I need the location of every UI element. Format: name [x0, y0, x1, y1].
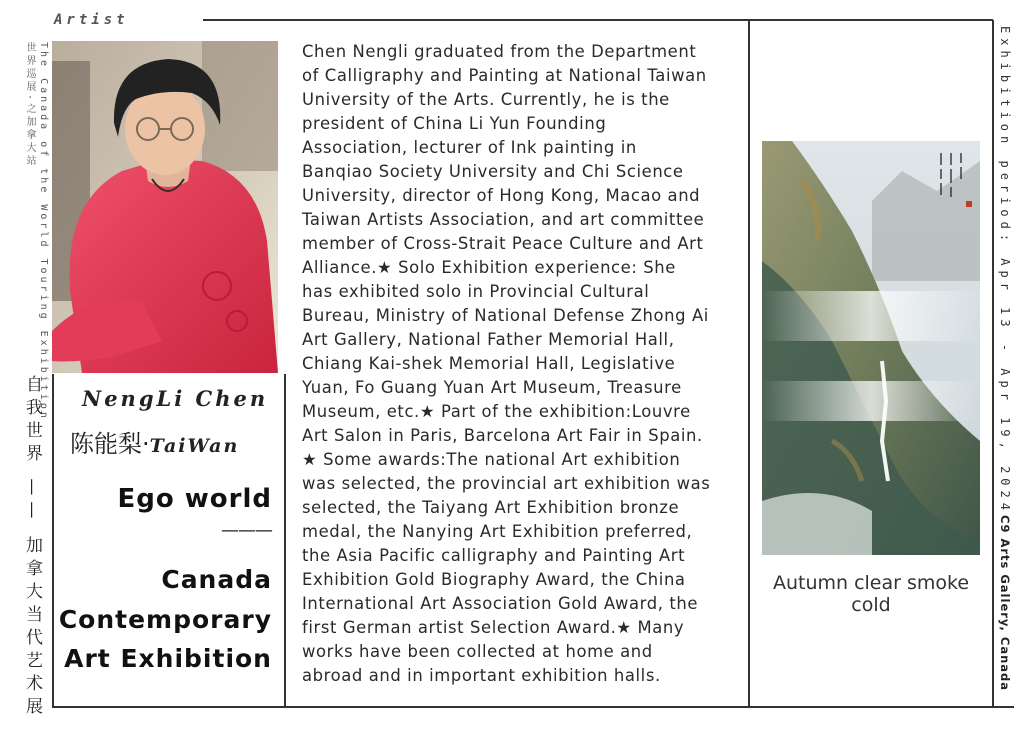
artwork-image — [762, 141, 980, 555]
top-rule — [203, 19, 993, 21]
left-column-rule — [52, 374, 54, 707]
bottom-rule — [52, 706, 1014, 708]
gallery-name: C9 Arts Gallery, Canada — [998, 515, 1012, 692]
exhibition-subtitle — [59, 560, 272, 679]
subtitle-line-3: Art Exhibition — [64, 644, 272, 673]
artist-name-cn-line — [70, 424, 239, 459]
touring-exhibition-en: The Canada of the World Touring Exhibition — [38, 42, 49, 421]
artist-portrait — [52, 41, 278, 373]
title-dash: ——— — [221, 520, 272, 541]
name-divider-rule — [284, 374, 286, 707]
artist-tag: Artist — [54, 12, 129, 28]
artist-region: TaiWan — [149, 435, 240, 457]
artwork-right-rule — [992, 20, 994, 707]
artist-name-en: NengLi Chen — [82, 386, 269, 411]
touring-exhibition-cn: 世界巡展·之加拿大站 — [24, 42, 35, 169]
artwork-caption: Autumn clear smoke cold — [772, 572, 970, 616]
exhibition-period: Exhibition period: Apr 13 - Apr 19, 2024 — [998, 26, 1012, 515]
name-separator: · — [142, 430, 150, 458]
touring-exhibition-vertical-text — [22, 42, 50, 421]
artwork-left-rule — [748, 20, 750, 707]
exhibition-title: Ego world — [117, 484, 272, 514]
subtitle-line-1: Canada — [161, 565, 272, 594]
subtitle-line-2: Contemporary — [58, 604, 272, 634]
exhibition-title-vertical-cn: 自我世界 —— 加拿大当代艺术展 — [22, 375, 42, 720]
artist-name-cn: 陈能梨 — [70, 430, 142, 458]
artist-biography: Chen Nengli graduated from the Department of Calligraphy and Painting at National Taiwan University of the Arts. Currently, he is the president of China Li Yun Founding Association, lecturer of Ink painting in Banqiao Society University and Chi Science University, director of Hong Kong, Macao and Taiwan Artists Association, and art committee member of Cross-Strait Peace Culture and Art Alliance.★ Solo Exhibition experience: She has exhibited solo in Provincial Cultural Bureau, Ministry of National Defense Zhong Ai Art Gallery, National Father Memorial Hall, Chiang Kai-shek Memorial Hall, Legislative Yuan, Fo Guang Yuan Art Museum, Treasure Museum, etc.★ Part of the exhibition:Louvre Art Salon in Paris, Barcelona Art Fair in Spain. ★ Some awards:The national Art exhibition was selected, the provincial art exhibition was selected, the Taiyang Art Exhibition bronze medal, the Nanying Art Exhibition preferred, the Asia Pacific calligraphy and Painting Art Exhibition Gold Biography Award, the China International Art Association Gold Award, the first German artist Selection Award.★ Many works have been collected at home and abroad and in important exhibition halls. — [302, 42, 711, 685]
